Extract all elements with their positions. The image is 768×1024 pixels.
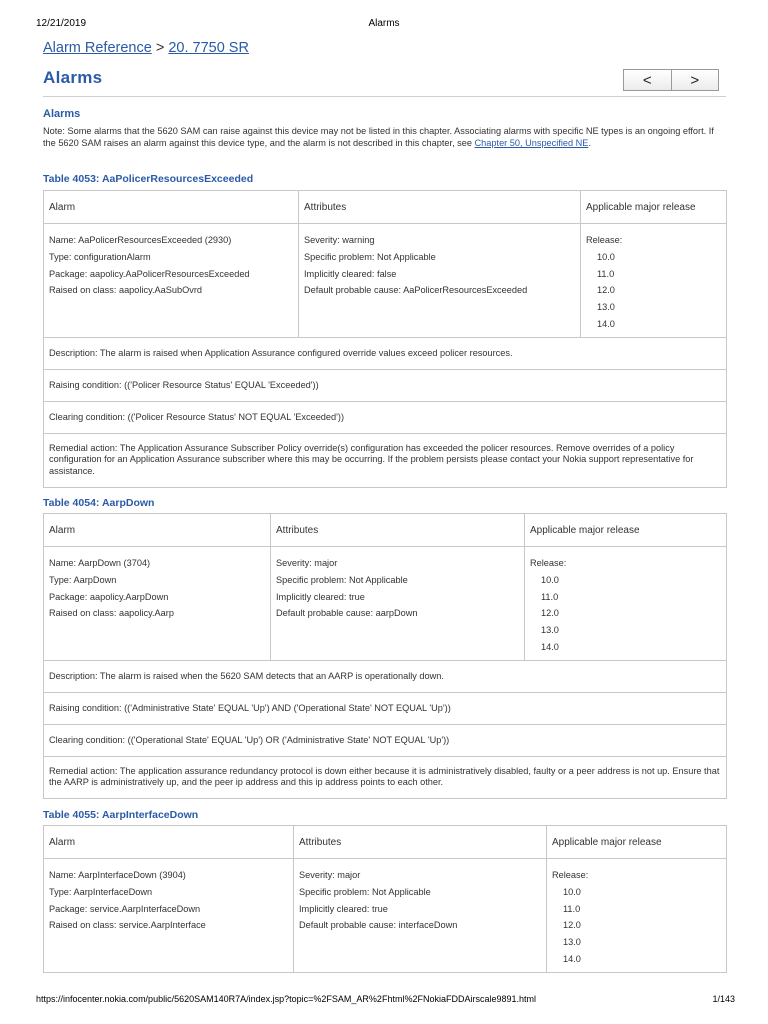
next-topic-button[interactable]: > (671, 70, 719, 90)
table-caption: Table 4054: AarpDown (43, 497, 155, 509)
column-header: Applicable major release (525, 514, 727, 547)
table-row (44, 224, 727, 338)
column-header: Attributes (294, 826, 547, 859)
alarm-type: Type: configurationAlarm (49, 251, 151, 262)
column-header: Alarm (44, 826, 294, 859)
attr-probable-cause: Default probable cause: interfaceDown (299, 920, 458, 931)
remedial-action-cell: Remedial action: The application assurance redundancy protocol is down either because it is administratively disabled, faulty or a peer address is not up. Ensure that the AARP is administratively up, and the peer ip address and this ip address points to each other. (44, 756, 727, 798)
description-cell: Description: The alarm is raised when Application Assurance configured override values exceed policer resources. (44, 337, 727, 369)
raising-condition-row (44, 369, 727, 401)
breadcrumb-link-alarm-reference[interactable]: Alarm Reference (43, 40, 152, 56)
table-caption: Table 4053: AaPolicerResourcesExceeded (43, 173, 254, 185)
attr-implicitly-cleared: Implicitly cleared: true (276, 591, 365, 602)
release-cell (581, 224, 727, 338)
alarm-package: Package: aapolicy.AarpDown (49, 591, 169, 602)
note-end: . (588, 138, 591, 148)
description-cell: Description: The alarm is raised when the 5620 SAM detects that an AARP is operationally down. (44, 660, 727, 692)
alarm-raised-on-class: Raised on class: service.AarpInterface (49, 920, 206, 931)
release-label: Release: (530, 558, 567, 568)
table-row (44, 547, 727, 661)
release-version: 12.0 (541, 608, 559, 619)
release-version: 10.0 (541, 574, 559, 585)
attr-specific-problem: Specific problem: Not Applicable (304, 251, 436, 262)
remedial-action-row (44, 433, 727, 487)
release-label: Release: (586, 235, 623, 245)
print-header (0, 18, 768, 32)
table-row (44, 859, 727, 973)
attr-implicitly-cleared: Implicitly cleared: false (304, 268, 397, 279)
title-divider (43, 96, 726, 97)
release-version: 10.0 (597, 251, 615, 262)
alarm-raised-on-class: Raised on class: aapolicy.AaSubOvrd (49, 285, 203, 296)
page-number: 1/143 (712, 994, 735, 1004)
remedial-action-row (44, 756, 727, 798)
alarm-table-aarpdown (43, 513, 727, 799)
table-header-row (44, 514, 727, 547)
chapter-50-link[interactable]: Chapter 50, Unspecified NE (474, 138, 589, 148)
release-cell (525, 547, 727, 661)
release-version: 11.0 (541, 591, 559, 602)
column-header: Alarm (44, 191, 299, 224)
release-version: 14.0 (597, 318, 615, 329)
note-text: Note: Some alarms that the 5620 SAM can raise against this device may not be listed in this chapter. Associating alarms with specific NE types is an ongoing effort. If the 5620 SAM raises an alarm against this device type, and the alarm is not described in this chapter, see (43, 126, 714, 148)
breadcrumb-separator: > (155, 40, 165, 56)
description-row (44, 660, 727, 692)
release-version: 13.0 (563, 937, 581, 948)
column-header: Attributes (299, 191, 581, 224)
alarm-package: Package: aapolicy.AaPolicerResourcesExceeded (49, 268, 250, 279)
attributes-cell (271, 547, 525, 661)
alarm-raised-on-class: Raised on class: aapolicy.Aarp (49, 608, 174, 619)
remedial-action-cell: Remedial action: The Application Assurance Subscriber Policy override(s) configuration has exceeded the policer resources. Remove overrides of a policy configuration for an Application Assurance subscriber where this may be occurring. If the problem persists please contact your Nokia support representative for assistance. (44, 433, 727, 487)
raising-condition-cell: Raising condition: (('Policer Resource Status' EQUAL 'Exceeded')) (44, 369, 727, 401)
print-title: Alarms (368, 18, 400, 29)
release-label: Release: (552, 870, 589, 880)
note-paragraph (43, 125, 727, 149)
release-version: 14.0 (541, 641, 559, 652)
breadcrumb-link-7750-sr[interactable]: 20. 7750 SR (168, 40, 249, 56)
attributes-cell (299, 224, 581, 338)
breadcrumb (43, 40, 249, 56)
release-version: 14.0 (563, 953, 581, 964)
alarm-table-aapolicerresourcesexceeded (43, 190, 727, 488)
table-header-row (44, 826, 727, 859)
description-row (44, 337, 727, 369)
attr-probable-cause: Default probable cause: AaPolicerResourcesExceeded (304, 285, 528, 296)
column-header: Applicable major release (581, 191, 727, 224)
column-header: Applicable major release (547, 826, 727, 859)
attr-specific-problem: Specific problem: Not Applicable (299, 886, 431, 897)
clearing-condition-row (44, 724, 727, 756)
print-date: 12/21/2019 (36, 18, 87, 29)
raising-condition-row (44, 692, 727, 724)
topic-nav (623, 69, 719, 91)
column-header: Alarm (44, 514, 271, 547)
attr-severity: Severity: major (299, 870, 361, 880)
column-header: Attributes (271, 514, 525, 547)
table-header-row (44, 191, 727, 224)
previous-topic-button[interactable]: < (642, 71, 652, 89)
page-url: https://infocenter.nokia.com/public/5620SAM140R7A/index.jsp?topic=%2FSAM_AR%2Fhtml%2FNokiaFDDAirscale9891.html (36, 994, 536, 1004)
alarm-name: Name: AaPolicerResourcesExceeded (2930) (49, 235, 232, 245)
alarm-cell (44, 859, 294, 973)
alarm-type: Type: AarpInterfaceDown (49, 886, 153, 897)
alarm-name: Name: AarpDown (3704) (49, 558, 151, 568)
attr-probable-cause: Default probable cause: aarpDown (276, 608, 418, 619)
alarm-cell (44, 224, 299, 338)
clearing-condition-cell: Clearing condition: (('Policer Resource Status' NOT EQUAL 'Exceeded')) (44, 401, 727, 433)
page-title: Alarms (43, 68, 103, 87)
clearing-condition-cell: Clearing condition: (('Operational State' EQUAL 'Up') OR ('Administrative State' NOT EQUAL 'Up')) (44, 724, 727, 756)
attr-implicitly-cleared: Implicitly cleared: true (299, 903, 388, 914)
release-version: 13.0 (597, 302, 615, 313)
alarm-table-aarpinterfacedown (43, 825, 727, 973)
release-version: 10.0 (563, 886, 581, 897)
release-version: 11.0 (563, 903, 581, 914)
attr-severity: Severity: major (276, 558, 338, 568)
clearing-condition-row (44, 401, 727, 433)
alarm-package: Package: service.AarpInterfaceDown (49, 903, 201, 914)
alarm-type: Type: AarpDown (49, 574, 117, 585)
release-version: 11.0 (597, 268, 615, 279)
section-heading: Alarms (43, 108, 81, 120)
release-cell (547, 859, 727, 973)
alarm-cell (44, 547, 271, 661)
attributes-cell (294, 859, 547, 973)
alarm-name: Name: AarpInterfaceDown (3904) (49, 870, 186, 880)
release-version: 13.0 (541, 625, 559, 636)
table-caption: Table 4055: AarpInterfaceDown (43, 809, 199, 821)
attr-specific-problem: Specific problem: Not Applicable (276, 574, 408, 585)
release-version: 12.0 (563, 920, 581, 931)
release-version: 12.0 (597, 285, 615, 296)
attr-severity: Severity: warning (304, 235, 375, 245)
raising-condition-cell: Raising condition: (('Administrative State' EQUAL 'Up') AND ('Operational State' NOT EQUAL 'Up')) (44, 692, 727, 724)
